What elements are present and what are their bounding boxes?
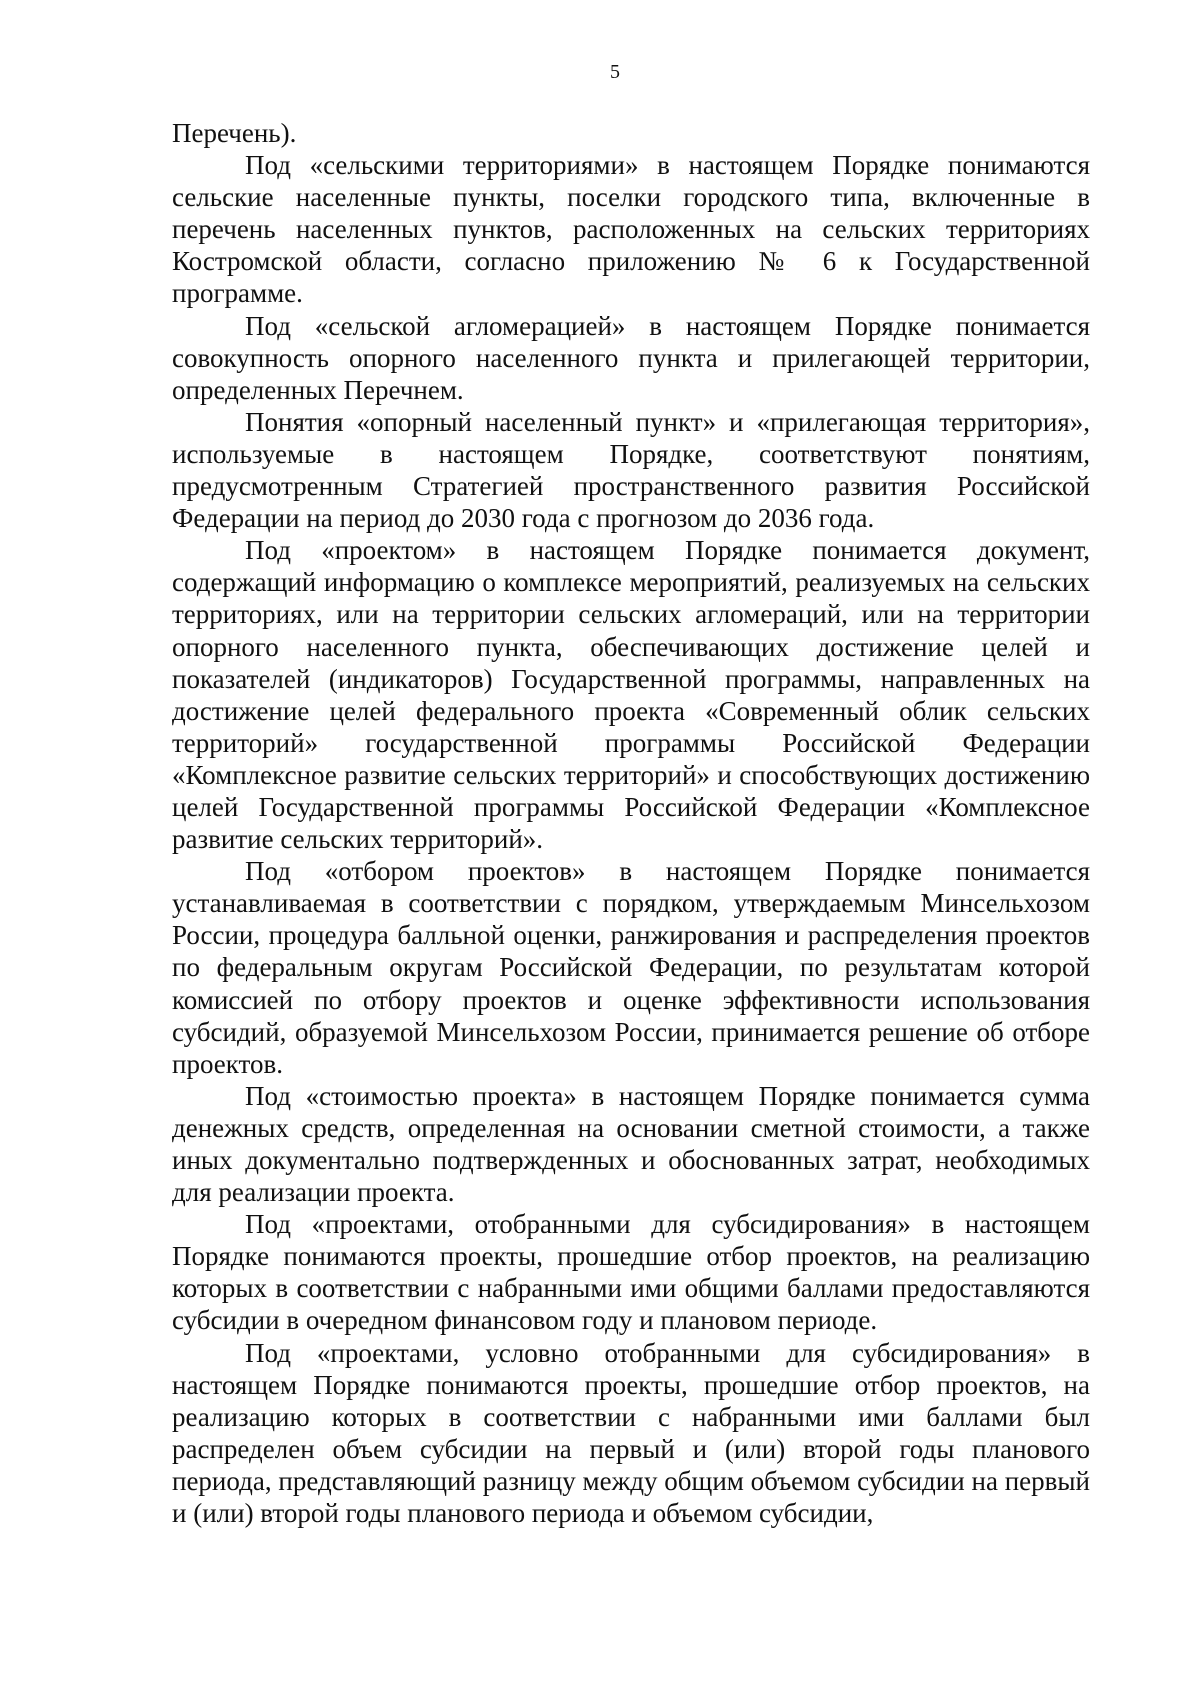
page-number: 5 xyxy=(610,61,620,83)
paragraph-rural-territories: Под «сельскими территориями» в настоящем Порядке понимаются сельские населенные пункты, поселки городского типа, включенные в перечень населенных пунктов, расположенных на сельских территориях Костромской области, согласно приложению № 6 к Государственной программе. xyxy=(172,150,1090,309)
paragraph-continuation: Перечень). xyxy=(172,118,297,148)
paragraph-conditionally-selected-projects: Под «проектами, условно отобранными для субсидирования» в настоящем Порядке понимаются проекты, прошедшие отбор проектов, на реализацию которых в соответствии с набранными ими баллами был распределен объем субсидии на первый и (или) второй годы планового периода, представляющий разницу между общим объемом субсидии на первый и (или) второй годы планового периода и объемом субсидии, xyxy=(172,1337,1090,1529)
paragraph-project: Под «проектом» в настоящем Порядке понимается документ, содержащий информацию о комплексе мероприятий, реализуемых на сельских территориях, или на территории сельских агломераций, или на территории опорного населенного пункта, обеспечивающих достижение целей и показателей (индикаторов) Государственной программы, направленных на достижение целей федерального проекта «Современный облик сельских территорий» государственной программы Российской Федерации «Комплексное развитие сельских территорий» и способствующих достижению целей Государственной программы Российской Федерации «Комплексное развитие сельских территорий». xyxy=(172,535,1090,855)
paragraph-project-selection: Под «отбором проектов» в настоящем Порядке понимается устанавливаемая в соответствии с порядком, утверждаемым Минсельхозом России, процедура балльной оценки, ранжирования и распределения проектов по федеральным округам Российской Федерации, по результатам которой комиссией по отбору проектов и оценке эффективности использования субсидий, образуемой Минсельхозом России, принимается решение об отборе проектов. xyxy=(172,856,1090,1079)
paragraph-rural-agglomeration: Под «сельской агломерацией» в настоящем Порядке понимается совокупность опорного населенного пункта и прилегающей территории, определенных Перечнем. xyxy=(172,310,1090,405)
paragraph-concepts: Понятия «опорный населенный пункт» и «прилегающая территория», используемые в настоящем Порядке, соответствуют понятиям, предусмотренным Стратегией пространственного развития Российской Федерации на период до 2030 года с прогнозом до 2036 года. xyxy=(172,406,1090,534)
paragraph-project-cost: Под «стоимостью проекта» в настоящем Порядке понимается сумма денежных средств, определенная на основании сметной стоимости, а также иных документально подтвержденных и обоснованных затрат, необходимых для реализации проекта. xyxy=(172,1080,1090,1208)
paragraph-selected-projects: Под «проектами, отобранными для субсидирования» в настоящем Порядке понимаются проекты, прошедшие отбор проектов, на реализацию которых в соответствии с набранными ими общими баллами предоставляются субсидии в очередном финансовом году и плановом периоде. xyxy=(172,1209,1090,1336)
document-body xyxy=(172,117,1090,1529)
